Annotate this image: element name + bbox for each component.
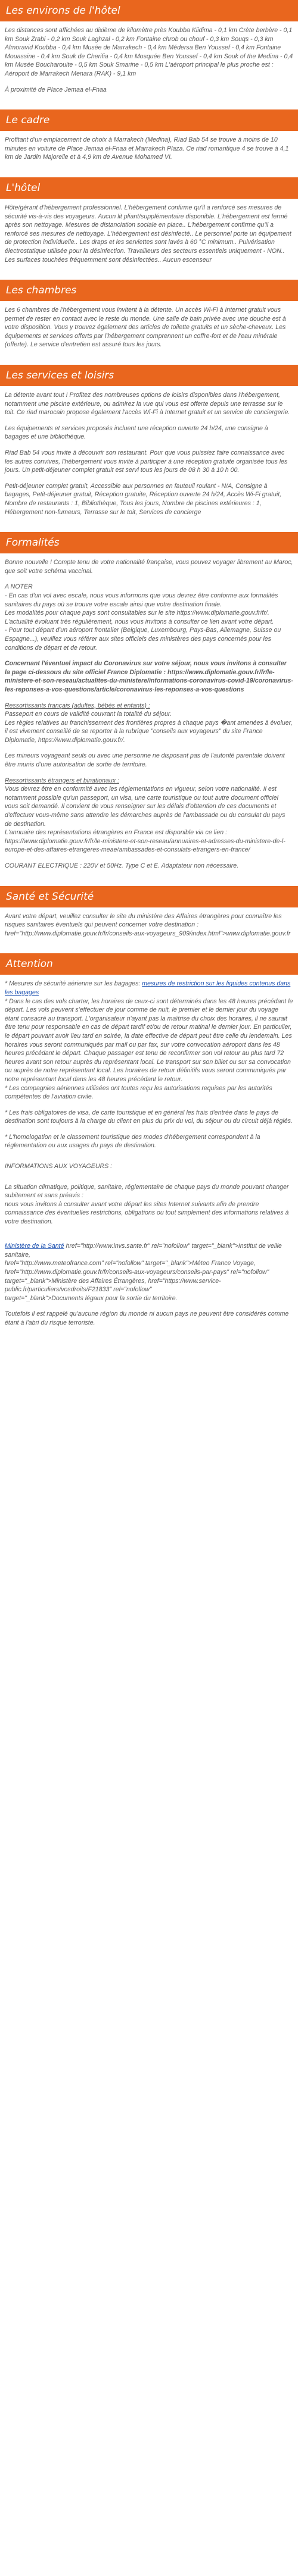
attention-baggage-prefix: * Mesures de sécurité aérienne sur les bagages: bbox=[5, 980, 142, 988]
services-text-2: Les équipements et services proposés incluent une réception ouverte 24 h/24, une consigne à bagages et une bibliothèque. bbox=[5, 424, 268, 441]
formalites-coronavirus-text: Concernant l'éventuel impact du Coronavirus sur votre séjour, nous vous invitons à consulter la page ci-dessous du site officiel France Diplomatie : https://www.diplomatie.gouv.fr/fr/le-ministere-et-son-reseau/actualites-du-ministere/informations-coronavirus-covid-19/coronavirus-les-reponses-a-vos-questions/article/coronavirus-les-reponses-a-vos-questions bbox=[5, 660, 293, 693]
services-section bbox=[0, 365, 298, 532]
environs-distances-text: Les distances sont affichées au dixième de kilomètre près Koubba Kiidima - 0,1 km Crète berbère - 0,1 km Souk Zrabi - 0,2 km Souk Laghzal - 0,2 km Fontaine chrob ou chouf - 0,3 km Souqs - 0,3 km Almoravid Koubba - 0,4 km Musée de Marrakech - 0,4 km Médersa Ben Youssef - 0,4 km Fontaine Mouassine - 0,4 km Souk de Cherifia - 0,4 km Mosquée Ben Youssef - 0,4 km Souk of the Medina - 0,4 km Musée Boucharouite - 0,5 km Souk Smarine - 0,5 km L'aéroport principal le plus proche est : Aéroport de Marrakech Menara (RAK) - 9,1 km bbox=[5, 27, 293, 77]
section-title-attention: Attention bbox=[0, 953, 298, 975]
attention-situation-text: La situation climatique, politique, sanitaire, réglementaire de chaque pays du monde pouvant changer subitement et sans préavis : nous vous invitons à consulter avant votre départ les sites Internet suivants afin de prendre connaissance des éventuelles restrictions, obligations ou tout simplement des informations relatives à votre destination. bbox=[5, 1183, 289, 1226]
liquids-restriction-link[interactable]: mesures de restriction sur les liquides contenus dans les bagages bbox=[5, 980, 291, 996]
attention-section bbox=[0, 953, 298, 1342]
ministry-health-link[interactable]: Ministère de la Santé bbox=[5, 1242, 64, 1250]
sante-text: Avant votre départ, veuillez consulter le site du ministère des Affaires étrangères pour connaître les risques sanitaires éventuels qui peuvent concerner votre destination : href="http://www.diplomatie.gouv.fr/fr/conseils-aux-voyageurs_909/index.html">www.diplomatie.gouv.fr bbox=[5, 912, 291, 937]
environs-section bbox=[0, 0, 298, 109]
services-text-1: La détente avant tout ! Profitez des nombreuses options de loisirs disponibles dans l'hébergement, notamment une piscine extérieure, ou admirez la vue qui vous est offerte depuis une terrasse sur le toit. Ce riad marocain propose également l'accès Wi-Fi à Internet gratuit et un service de conciergerie. bbox=[5, 392, 290, 417]
section-title-services: Les services et loisirs bbox=[0, 365, 298, 386]
section-title-sante: Santé et Sécurité bbox=[0, 886, 298, 907]
formalites-section bbox=[0, 532, 298, 885]
section-title-cadre: Le cadre bbox=[0, 109, 298, 131]
formalites-foreign-heading: Ressortissants étrangers et binationaux : bbox=[5, 777, 119, 784]
formalites-note-text: A NOTER - En cas d'un vol avec escale, nous vous informons que vous devrez être conforme aux formalités sanitaires du pays où se trouve votre escale ainsi que votre destination finale. Les modalités pour chaque pays sont consultables sur le site https://www.diplomatie.gouv.fr/fr/. L'actualité évoluant très régulièrement, nous vous invitons à consulter ce lien avant votre départ. - Pour tout départ d'un aéroport frontalier (Belgique, Luxembourg, Pays-Bas, Allemagne, Suisse ou Espagne...), veuillez vous référer aux sites officiels des ministères des pays concernés pour les conditions de départ et de retour. bbox=[5, 583, 281, 652]
attention-classification-text: * L'homologation et le classement touristique des modes d'hébergement correspondent à la réglementation ou aux usages du pays de destination. bbox=[5, 1133, 260, 1150]
section-title-formalites: Formalités bbox=[0, 532, 298, 553]
environs-proximity-text: À proximité de Place Jemaa el-Fnaa bbox=[5, 86, 107, 93]
formalites-text-1: Bonne nouvelle ! Compte tenu de votre nationalité française, vous pouvez voyager librement au Maroc, que soit votre schéma vaccinal. bbox=[5, 559, 293, 575]
hotel-text: Hôte/gérant d'hébergement professionnel. L'hébergement confirme qu'il a renforcé ses mesures de sécurité vis-à-vis des voyageurs. Aucun lit pliant/supplémentaire disponible. L'hébergement est fermé après son nettoyage. Mesures de distanciation sociale en place.. L'hébergement confirme qu'il a renforcé ses mesures de nettoyage. L'hébergement est désinfecté.. Le personnel porte un équipement de protection individuelle.. Les draps et les serviettes sont lavés à 60 °C minimum.. Pulvérisation électrostatique utilisée pour la désinfection. Travailleurs des secteurs essentiels uniquement - NON.. Les surfaces touchées fréquemment sont désinfectées.. Aucun escenseur bbox=[5, 204, 291, 264]
formalites-french-heading: Ressortissants français (adultes, bébés et enfants) : bbox=[5, 702, 150, 709]
services-text-3: Riad Bab 54 vous invite à découvrir son restaurant. Pour que vous puissiez faire connaissance avec les autres convives, l'hébergement vous invite à participer à une réception gratuite organisée tous les jours. Un petit-déjeuner complet gratuit est servi tous les jours de 08 h 30 à 10 h 00. bbox=[5, 449, 288, 474]
cadre-section bbox=[0, 109, 298, 177]
formalites-minors-text: Les mineurs voyageant seuls ou avec une personne ne disposant pas de l'autorité parentale doivent être munis d'une autorisation de sortie de territoire. bbox=[5, 752, 285, 769]
section-title-environs: Les environs de l'hôtel bbox=[0, 0, 298, 21]
section-title-chambres: Les chambres bbox=[0, 280, 298, 301]
formalites-electric-text: COURANT ELECTRIQUE : 220V et 50Hz. Type C et E. Adaptateur non nécessaire. bbox=[5, 862, 239, 869]
formalites-foreign-text: Vous devrez être en conformité avec les réglementations en vigueur, selon votre nationalité. Il est notamment possible qu'un passeport, un visa, une carte touristique ou tout autre document officiel vous soit demandé. Il convient de vous renseigner sur les délais d'obtention de ces documents et d'effectuer vous-même sans attendre les démarches auprès de l'ambassade ou du consulat du pays de destination. L'annuaire des représentations étrangères en France est disponible via ce lien : https://www.diplomatie.gouv.fr/fr/le-ministere-et-son-reseau/annuaires-et-adresses-du-ministere-de-l-europe-et-des-affaires-etrangeres-meae/ambassades-et-consulats-etrangers-en-france/ bbox=[5, 785, 285, 854]
attention-links-text: href="http://www.invs.sante.fr" rel="nofollow" target="_blank">Institut de veille sanitaire, href="http://www.meteofrance.com" rel="nofollow" target="_blank">Méteo France Voyage, href="http://www.diplomatie.gouv.fr/fr/conseils-aux-voyageurs/conseils-par-pays" rel="nofollow" target="_blank">Ministère des Affaires Étrangères, href="https://www.service-public.fr/particuliers/vosdroits/F21833" rel="nofollow" target="_blank">Documents légaux pour la sortie du territoire. bbox=[5, 1242, 282, 1302]
attention-terrorism-text: Toutefois il est rappelé qu'aucune région du monde ni aucun pays ne peuvent être considérés comme étant à l'abri du risque terroriste. bbox=[5, 1310, 289, 1326]
attention-charter-text: * Dans le cas des vols charter, les horaires de ceux-ci sont déterminés dans les 48 heures précédant le départ. Les vols peuvent s'effectuer de jour comme de nuit, le premier et le dernier jour du voyage étant consacré au transport. L'organisateur n'ayant pas la maîtrise du choix des horaires, il ne saurait être tenu pour responsable en cas de départ tardif et/ou de retour matinal le dernier jour. En particulier, le départ pouvant avoir lieu tard en soirée, la date effective de départ peut être celle du lendemain. Les horaires vous seront communiqués par mail ou par fax, sur votre convocation aéroport dans les 48 heures précédant le départ. Chaque passager est tenu de reconfirmer son vol retour au plus tard 72 heures avant son retour auprès du représentant local. Le transport sur son billet ou sur sa convocation ou auprès de notre représentant local. Les horaires de retour définitifs vous seront communiqués par notre représentant local dans les 48 heures précédant le retour. * Les compagnies aériennes utilisées ont toutes reçu les autorisations requises par les autorités compétentes de l'aviation civile. bbox=[5, 997, 293, 1101]
cadre-text: Profitant d'un emplacement de choix à Marrakech (Medina), Riad Bab 54 se trouve à moins de 10 minutes en voiture de Place Jemaa el-Fnaa et Marrakech Plaza. Ce riad romantique 4 se trouve à 4,1 km de Jardin Majorelle et à 4,9 km de Avenue Mohamed VI. bbox=[5, 136, 289, 161]
chambres-text: Les 6 chambres de l'hébergement vous invitent à la détente. Un accès Wi-Fi à Internet gratuit vous permet de rester en contact avec le reste du monde. Une salle de bain privée avec une douche est à votre disposition. Vous y trouvez également des articles de toilette gratuits et un sèche-cheveux. Les équipements et services offerts par l'hébergement comprennent un coffre-fort et de l'eau minérale (offerte). Le service d'entretien est assuré tous les jours. bbox=[5, 306, 286, 349]
formalites-french-text: Passeport en cours de validité couvrant la totalité du séjour. Les règles relatives au franchissement des frontières propres à chaque pays �ant amenées à évoluer, il est vivement conseillé de se reporter à la rubrique "conseils aux voyageurs" du site France Diplomatie, https://www.diplomatie.gouv.fr/. bbox=[5, 710, 293, 744]
attention-info-heading: INFORMATIONS AUX VOYAGEURS : bbox=[5, 1163, 113, 1170]
services-text-4: Petit-déjeuner complet gratuit, Accessible aux personnes en fauteuil roulant - N/A, Consigne à bagages, Petit-déjeuner gratuit, Réception gratuite, Réception ouverte 24 h/24, Accès Wi-Fi gratuit, Nombre de restaurants : 1, Bibliothèque, Tous les jours, Nombre de piscines extérieures : 1, Hébergement non-fumeurs, Terrasse sur le toit, Services de concierge bbox=[5, 482, 282, 516]
chambres-section bbox=[0, 280, 298, 365]
section-title-hotel: L'hôtel bbox=[0, 177, 298, 199]
attention-visa-text: * Les frais obligatoires de visa, de carte touristique et en général les frais d'entrée dans le pays de destination sont toujours à la charge du client en plus du prix du vol, du séjour ou du circuit déjà réglés. bbox=[5, 1109, 293, 1125]
sante-section bbox=[0, 886, 298, 954]
hotel-section bbox=[0, 177, 298, 280]
